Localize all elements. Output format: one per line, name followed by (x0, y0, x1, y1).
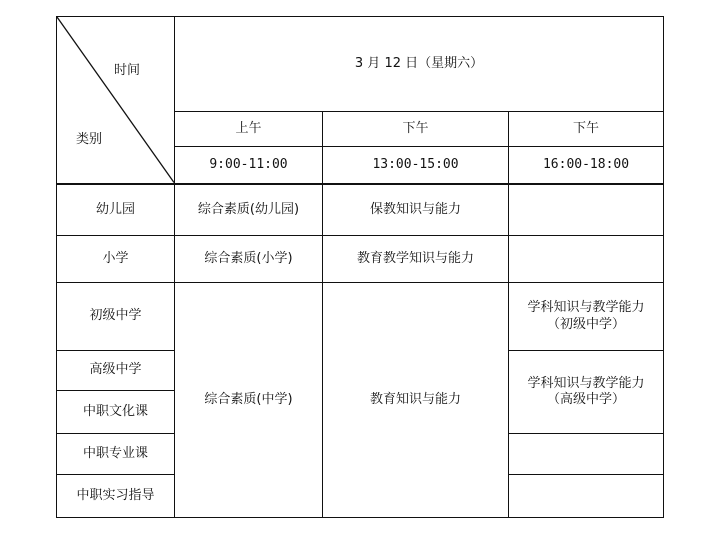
junior-subject-3-line-1: 学科知识与教学能力 (527, 300, 645, 316)
kindergarten-subject-3-empty (509, 184, 664, 236)
time-header-label: 时间 (113, 63, 140, 78)
date-title-cell: 3 月 12 日（星期六） (175, 17, 664, 112)
exam-schedule-table (56, 16, 664, 518)
diagonal-header-cell (57, 17, 175, 184)
vocational-practice-subject-3-empty (509, 475, 664, 518)
kindergarten-subject-1: 综合素质(幼儿园) (175, 184, 323, 236)
primary-subject-2: 教育教学知识与能力 (323, 236, 509, 283)
vocational-specialty-subject-3-empty (509, 434, 664, 475)
category-header-label: 类别 (76, 132, 103, 147)
kindergarten-subject-2: 保教知识与能力 (323, 184, 509, 236)
secondary-subject-1: 综合素质(中学) (175, 283, 323, 518)
category-vocational-practice: 中职实习指导 (57, 475, 175, 518)
session-1-label: 上午 (175, 112, 323, 147)
category-vocational-culture: 中职文化课 (57, 391, 175, 434)
session-2-time: 13:00-15:00 (323, 147, 509, 184)
senior-subject-3 (509, 351, 664, 434)
category-junior-middle: 初级中学 (57, 283, 175, 351)
junior-subject-3 (509, 283, 664, 351)
category-senior-high: 高级中学 (57, 351, 175, 391)
category-primary: 小学 (57, 236, 175, 283)
category-kindergarten: 幼儿园 (57, 184, 175, 236)
primary-subject-3-empty (509, 236, 664, 283)
session-3-time: 16:00-18:00 (509, 147, 664, 184)
session-3-label: 下午 (509, 112, 664, 147)
junior-subject-3-line-2: （初级中学） (547, 316, 626, 332)
diagonal-line (57, 17, 174, 183)
session-2-label: 下午 (323, 112, 509, 147)
senior-subject-3-line-1: 学科知识与教学能力 (527, 375, 645, 391)
secondary-subject-2: 教育知识与能力 (323, 283, 509, 518)
category-vocational-specialty: 中职专业课 (57, 434, 175, 475)
primary-subject-1: 综合素质(小学) (175, 236, 323, 283)
session-1-time: 9:00-11:00 (175, 147, 323, 184)
senior-subject-3-line-2: （高级中学） (547, 392, 626, 407)
